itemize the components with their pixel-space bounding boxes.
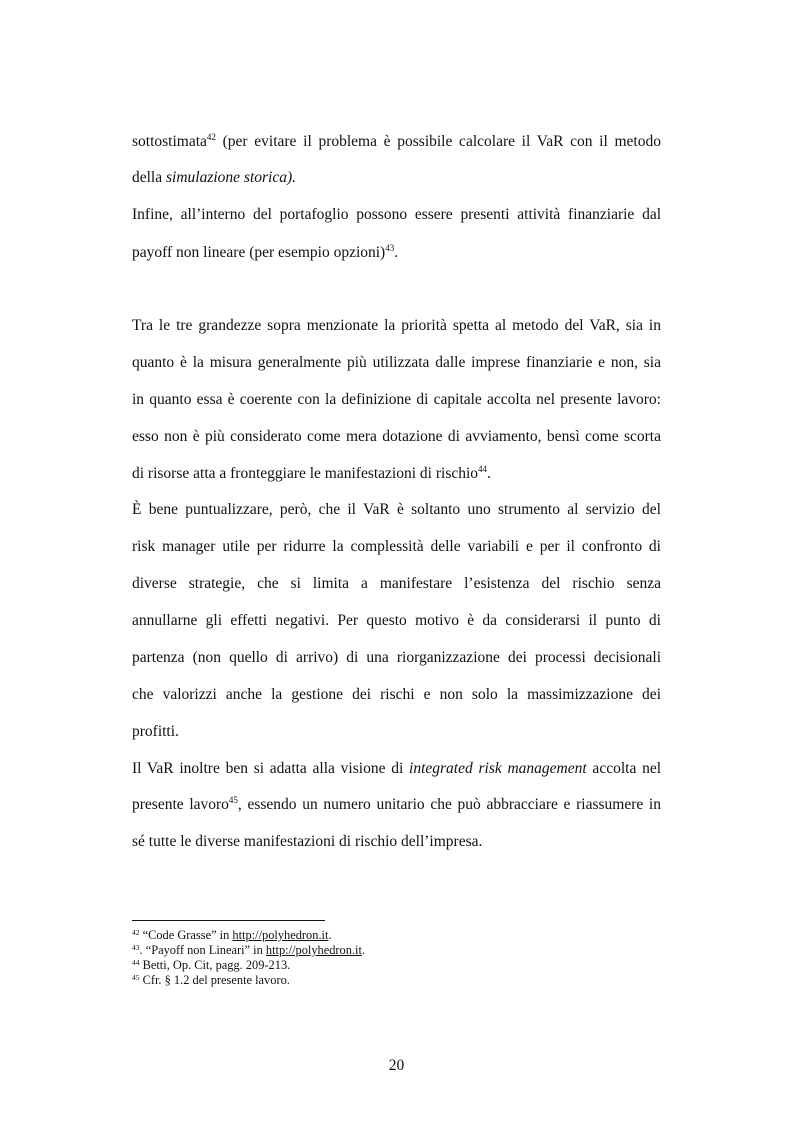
footnote-link[interactable]: http://polyhedron.it [232, 928, 329, 942]
body-line-16: profitti. [132, 723, 179, 740]
body-line-11: risk manager utile per ridurre la complessità delle variabili e per il confronto di [132, 538, 661, 555]
footnote-separator [132, 920, 325, 921]
body-line-18: presente lavoro$^{45}$, essendo un numero unitario che può abbracciare e riassumere in [132, 795, 661, 813]
footnote-link[interactable]: http://polyhedron.it [265, 943, 362, 957]
footnote-44: $^{44}$ Betti, Op. Cit, pagg. 209-213. [132, 958, 291, 972]
body-line-17: Il VaR inoltre ben si adatta alla visione di integrated risk management accolta nel [132, 760, 662, 777]
footnote-45: $^{45}$ Cfr. § 1.2 del presente lavoro. [132, 973, 290, 987]
footnote-42: $^{42}$ “Code Grasse” in http://polyhedron.it. [132, 928, 332, 942]
body-line-4: payoff non lineare (per esempio opzioni)$^{43}$. [132, 243, 399, 261]
body-line-6: quanto è la misura generalmente più utilizzata dalle imprese finanziarie e non, sia [132, 354, 661, 371]
body-line-14: partenza (non quello di arrivo) di una riorganizzazione dei processi decisionali [132, 649, 661, 666]
body-line-5: Tra le tre grandezze sopra menzionate la priorità spetta al metodo del VaR, sia in [132, 317, 661, 334]
footnote-ref-44: 44 [478, 464, 488, 474]
body-line-15: che valorizzi anche la gestione dei rischi e non solo la massimizzazione dei [132, 686, 661, 703]
body-line-8: esso non è più considerato come mera dotazione di avviamento, bensì come scorta [132, 428, 661, 445]
body-line-7: in quanto essa è coerente con la definizione di capitale accolta nel presente lavoro: [132, 391, 661, 408]
body-line-12: diverse strategie, che si limita a manifestare l’esistenza del rischio senza [132, 575, 661, 592]
page-number: 20 [388, 1057, 405, 1074]
body-line-10: È bene puntualizzare, però, che il VaR è soltanto uno strumento al servizio del [132, 501, 661, 518]
footnote-ref-42: 42 [206, 132, 216, 142]
body-line-1: sottostimata$^{42}$ (per evitare il problema è possibile calcolare il VaR con il metodo [132, 132, 661, 150]
body-line-3: Infine, all’interno del portafoglio possono essere presenti attività finanziarie dal [132, 206, 661, 223]
body-line-13: annullarne gli effetti negativi. Per questo motivo è da considerarsi il punto di [132, 612, 661, 629]
body-line-2: della simulazione storica). [132, 169, 297, 186]
footnote-ref-43: 43 [385, 243, 395, 253]
footnote-ref-45: 45 [228, 795, 238, 805]
body-line-9: di risorse atta a fronteggiare le manifestazioni di rischio$^{44}$. [132, 464, 491, 482]
body-line-19: sé tutte le diverse manifestazioni di rischio dell’impresa. [132, 833, 483, 850]
footnote-43: $^{43}$. “Payoff non Lineari” in http://polyhedron.it. [132, 943, 366, 957]
